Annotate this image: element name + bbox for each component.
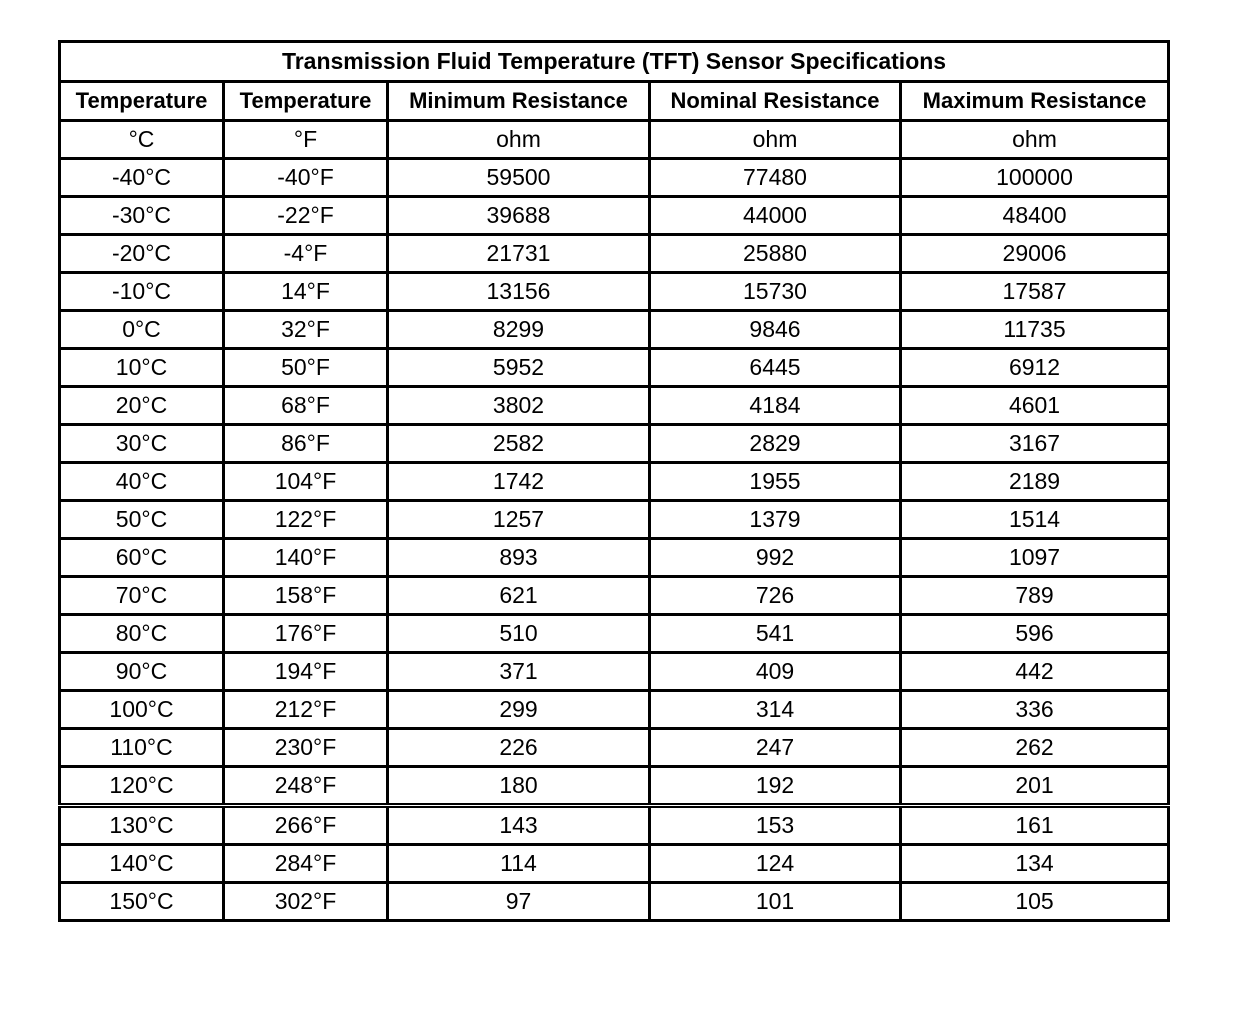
cell-nominal-resistance: 153 — [650, 806, 901, 845]
cell-nominal-resistance: 314 — [650, 691, 901, 729]
header-row — [60, 82, 1169, 121]
cell-min-resistance: 1742 — [388, 463, 650, 501]
cell-temp-f: -4°F — [224, 235, 388, 273]
cell-min-resistance: 2582 — [388, 425, 650, 463]
table-row — [60, 806, 1169, 845]
cell-max-resistance: 1514 — [901, 501, 1169, 539]
cell-nominal-resistance: 6445 — [650, 349, 901, 387]
cell-temp-c: 120°C — [60, 767, 224, 806]
cell-min-resistance: 5952 — [388, 349, 650, 387]
cell-max-resistance: 596 — [901, 615, 1169, 653]
cell-max-resistance: 336 — [901, 691, 1169, 729]
cell-temp-f: 230°F — [224, 729, 388, 767]
unit-ohm-min: ohm — [388, 121, 650, 159]
cell-nominal-resistance: 9846 — [650, 311, 901, 349]
cell-max-resistance: 3167 — [901, 425, 1169, 463]
table-row — [60, 349, 1169, 387]
cell-min-resistance: 8299 — [388, 311, 650, 349]
cell-temp-c: 30°C — [60, 425, 224, 463]
table-row — [60, 273, 1169, 311]
cell-nominal-resistance: 247 — [650, 729, 901, 767]
table-row — [60, 577, 1169, 615]
cell-min-resistance: 299 — [388, 691, 650, 729]
cell-min-resistance: 59500 — [388, 159, 650, 197]
cell-temp-c: 140°C — [60, 845, 224, 883]
cell-temp-f: 176°F — [224, 615, 388, 653]
cell-min-resistance: 180 — [388, 767, 650, 806]
table-row — [60, 767, 1169, 806]
table-row — [60, 387, 1169, 425]
cell-max-resistance: 201 — [901, 767, 1169, 806]
cell-max-resistance: 100000 — [901, 159, 1169, 197]
cell-nominal-resistance: 192 — [650, 767, 901, 806]
cell-nominal-resistance: 124 — [650, 845, 901, 883]
cell-temp-c: -20°C — [60, 235, 224, 273]
table-row — [60, 197, 1169, 235]
cell-max-resistance: 442 — [901, 653, 1169, 691]
cell-temp-c: 50°C — [60, 501, 224, 539]
table-row — [60, 653, 1169, 691]
cell-temp-f: -40°F — [224, 159, 388, 197]
cell-temp-f: 302°F — [224, 883, 388, 921]
cell-nominal-resistance: 15730 — [650, 273, 901, 311]
header-temperature-c: Temperature — [60, 82, 224, 121]
title-row — [60, 42, 1169, 82]
cell-temp-c: 150°C — [60, 883, 224, 921]
cell-nominal-resistance: 1955 — [650, 463, 901, 501]
unit-ohm-nominal: ohm — [650, 121, 901, 159]
table-body — [60, 159, 1169, 921]
cell-nominal-resistance: 2829 — [650, 425, 901, 463]
unit-celsius: °C — [60, 121, 224, 159]
cell-temp-f: 104°F — [224, 463, 388, 501]
header-temperature-f: Temperature — [224, 82, 388, 121]
cell-temp-c: -30°C — [60, 197, 224, 235]
table-row — [60, 883, 1169, 921]
unit-fahrenheit: °F — [224, 121, 388, 159]
cell-nominal-resistance: 25880 — [650, 235, 901, 273]
cell-min-resistance: 621 — [388, 577, 650, 615]
table-row — [60, 463, 1169, 501]
cell-nominal-resistance: 1379 — [650, 501, 901, 539]
cell-temp-f: 68°F — [224, 387, 388, 425]
table-row — [60, 539, 1169, 577]
table-row — [60, 311, 1169, 349]
cell-max-resistance: 134 — [901, 845, 1169, 883]
table-row — [60, 691, 1169, 729]
table-row — [60, 501, 1169, 539]
cell-temp-c: 40°C — [60, 463, 224, 501]
table-row — [60, 235, 1169, 273]
cell-temp-c: 0°C — [60, 311, 224, 349]
cell-max-resistance: 161 — [901, 806, 1169, 845]
cell-temp-c: 60°C — [60, 539, 224, 577]
cell-nominal-resistance: 541 — [650, 615, 901, 653]
cell-temp-f: 248°F — [224, 767, 388, 806]
cell-min-resistance: 226 — [388, 729, 650, 767]
cell-min-resistance: 21731 — [388, 235, 650, 273]
cell-temp-c: 90°C — [60, 653, 224, 691]
cell-temp-f: 32°F — [224, 311, 388, 349]
cell-temp-f: 212°F — [224, 691, 388, 729]
cell-nominal-resistance: 726 — [650, 577, 901, 615]
cell-min-resistance: 510 — [388, 615, 650, 653]
cell-temp-f: 266°F — [224, 806, 388, 845]
cell-temp-f: 14°F — [224, 273, 388, 311]
cell-max-resistance: 17587 — [901, 273, 1169, 311]
cell-temp-f: 284°F — [224, 845, 388, 883]
table-row — [60, 615, 1169, 653]
cell-max-resistance: 29006 — [901, 235, 1169, 273]
tft-spec-table — [58, 40, 1170, 922]
cell-min-resistance: 114 — [388, 845, 650, 883]
cell-min-resistance: 39688 — [388, 197, 650, 235]
cell-temp-c: 20°C — [60, 387, 224, 425]
cell-nominal-resistance: 77480 — [650, 159, 901, 197]
cell-nominal-resistance: 992 — [650, 539, 901, 577]
cell-temp-f: -22°F — [224, 197, 388, 235]
header-nominal-resistance: Nominal Resistance — [650, 82, 901, 121]
cell-temp-f: 194°F — [224, 653, 388, 691]
cell-min-resistance: 371 — [388, 653, 650, 691]
table-row — [60, 159, 1169, 197]
cell-max-resistance: 11735 — [901, 311, 1169, 349]
cell-temp-c: 80°C — [60, 615, 224, 653]
cell-nominal-resistance: 44000 — [650, 197, 901, 235]
cell-min-resistance: 13156 — [388, 273, 650, 311]
cell-max-resistance: 4601 — [901, 387, 1169, 425]
table-title: Transmission Fluid Temperature (TFT) Sensor Specifications — [60, 42, 1169, 82]
cell-temp-c: 70°C — [60, 577, 224, 615]
cell-temp-f: 50°F — [224, 349, 388, 387]
cell-temp-c: 100°C — [60, 691, 224, 729]
unit-ohm-max: ohm — [901, 121, 1169, 159]
cell-temp-f: 86°F — [224, 425, 388, 463]
cell-nominal-resistance: 101 — [650, 883, 901, 921]
cell-temp-c: -10°C — [60, 273, 224, 311]
cell-nominal-resistance: 4184 — [650, 387, 901, 425]
table-row — [60, 425, 1169, 463]
cell-min-resistance: 97 — [388, 883, 650, 921]
cell-temp-c: 10°C — [60, 349, 224, 387]
units-row — [60, 121, 1169, 159]
cell-temp-c: -40°C — [60, 159, 224, 197]
cell-max-resistance: 48400 — [901, 197, 1169, 235]
cell-max-resistance: 6912 — [901, 349, 1169, 387]
cell-min-resistance: 893 — [388, 539, 650, 577]
cell-min-resistance: 1257 — [388, 501, 650, 539]
cell-max-resistance: 789 — [901, 577, 1169, 615]
cell-max-resistance: 2189 — [901, 463, 1169, 501]
cell-max-resistance: 262 — [901, 729, 1169, 767]
cell-max-resistance: 1097 — [901, 539, 1169, 577]
cell-nominal-resistance: 409 — [650, 653, 901, 691]
cell-temp-c: 130°C — [60, 806, 224, 845]
cell-temp-f: 140°F — [224, 539, 388, 577]
cell-temp-c: 110°C — [60, 729, 224, 767]
cell-temp-f: 158°F — [224, 577, 388, 615]
table-row — [60, 729, 1169, 767]
cell-max-resistance: 105 — [901, 883, 1169, 921]
header-minimum-resistance: Minimum Resistance — [388, 82, 650, 121]
cell-min-resistance: 3802 — [388, 387, 650, 425]
cell-temp-f: 122°F — [224, 501, 388, 539]
table-row — [60, 845, 1169, 883]
header-maximum-resistance: Maximum Resistance — [901, 82, 1169, 121]
cell-min-resistance: 143 — [388, 806, 650, 845]
